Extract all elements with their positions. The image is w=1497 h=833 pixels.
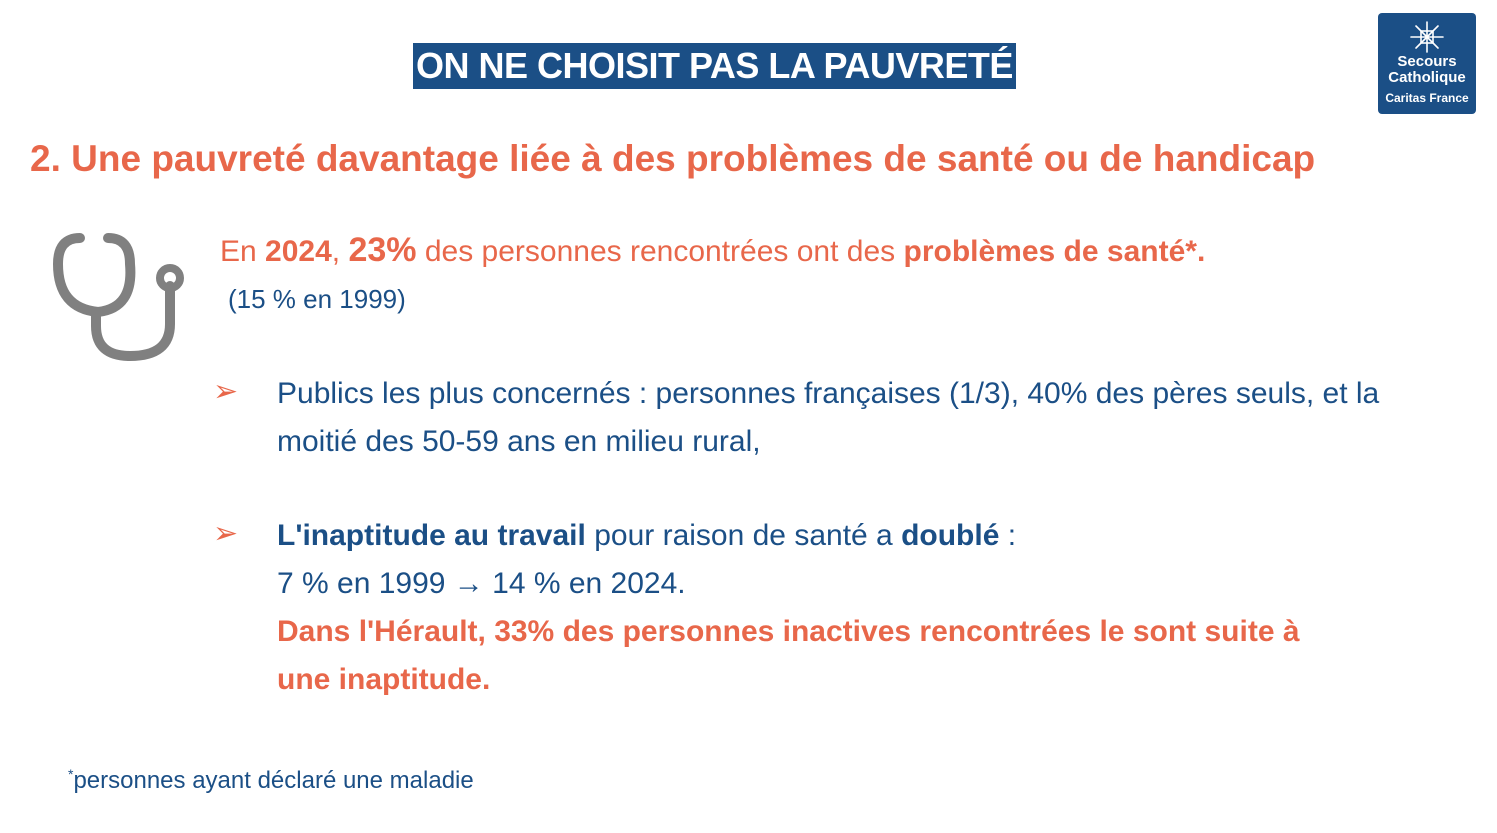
- footnote-star: *: [68, 766, 74, 782]
- intro-year: 2024: [265, 235, 332, 268]
- logo-line-3: Caritas France: [1385, 91, 1469, 105]
- section-subtitle: [30, 136, 1315, 182]
- herault-highlight: Dans l'Hérault, 33% des personnes inactives rencontrées le sont suite à une inaptitude.: [277, 615, 1300, 696]
- inaptitude-bold-2: doublé: [901, 519, 1000, 552]
- inaptitude-text-2: :: [999, 519, 1017, 552]
- inaptitude-bold-1: L'inaptitude au travail: [277, 519, 586, 552]
- bullet-publics: Publics les plus concernés : personnes françaises (1/3), 40% des pères seuls, et la moitié des 50-59 ans en milieu rural,: [277, 377, 1380, 458]
- inaptitude-text-1: pour raison de santé a: [585, 519, 902, 552]
- section-number: 2: [30, 138, 51, 179]
- arrow-bullet-icon: ➢: [213, 375, 239, 408]
- intro-footnote-mark: *.: [1185, 235, 1206, 268]
- arrow-bullet-icon: ➢: [213, 517, 239, 550]
- page-banner-title: ON NE CHOISIT PAS LA PAUVRETÉ: [413, 43, 1016, 89]
- secours-catholique-logo: [1378, 13, 1476, 114]
- logo-line-2: Catholique: [1388, 69, 1466, 86]
- section-subtitle-text: . Une pauvreté davantage liée à des problèmes de santé ou de handicap: [50, 138, 1316, 179]
- stethoscope-icon: [52, 228, 192, 368]
- inaptitude-line-1: [277, 512, 1437, 560]
- footnote-text: personnes ayant déclaré une maladie: [73, 767, 474, 794]
- cross-logo-icon: [1408, 20, 1446, 54]
- intro-text-1: En: [220, 235, 266, 268]
- bullet-inaptitude: [277, 512, 1437, 704]
- footnote: [68, 766, 474, 795]
- intro-text-3: des personnes rencontrées ont des: [416, 235, 904, 268]
- logo-line-1: Secours: [1397, 53, 1457, 70]
- intro-bold-phrase: problèmes de santé: [903, 235, 1186, 268]
- intro-text-2: ,: [331, 235, 349, 268]
- intro-percentage: 23%: [348, 231, 417, 269]
- intro-statement: [220, 226, 1205, 322]
- inaptitude-line-2: 7 % en 1999 → 14 % en 2024.: [277, 567, 686, 600]
- intro-comparison: (15 % en 1999): [228, 284, 406, 314]
